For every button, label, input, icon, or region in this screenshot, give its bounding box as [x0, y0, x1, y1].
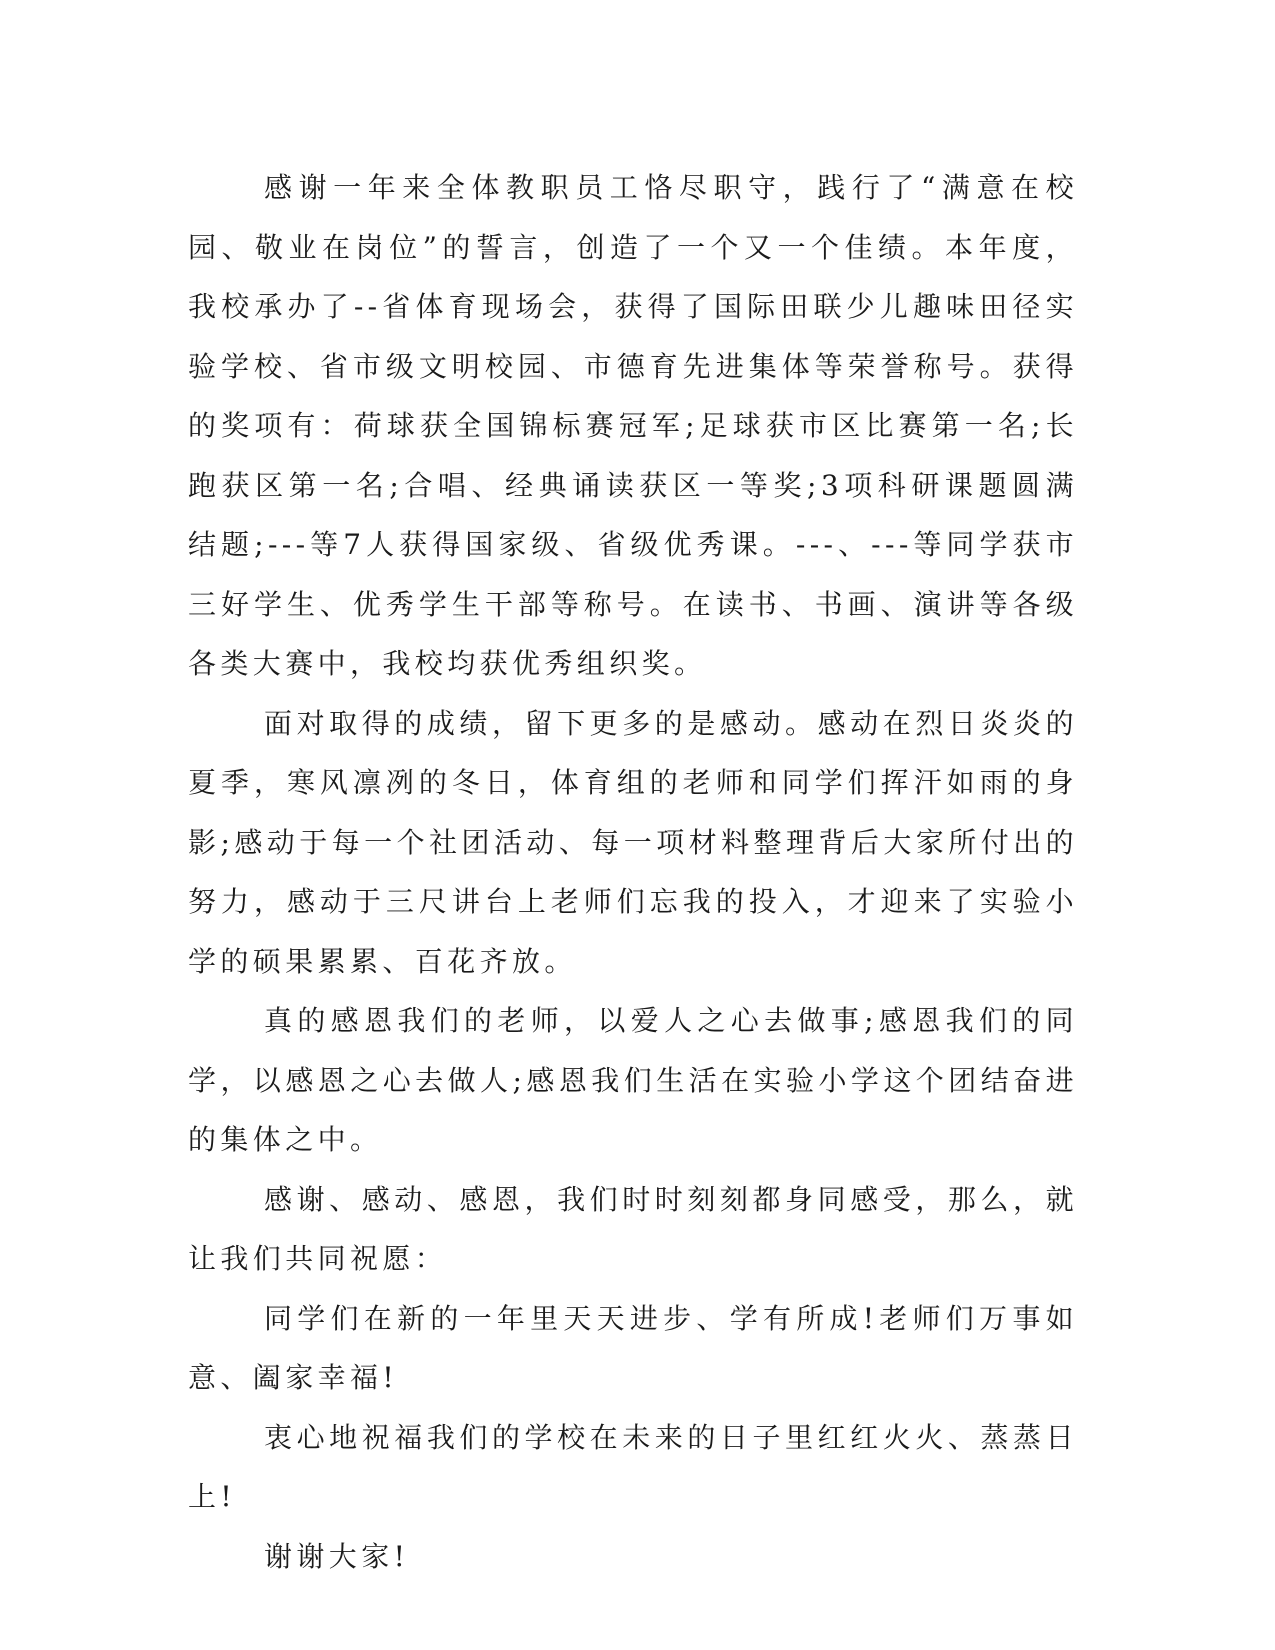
paragraph-wishes: 同学们在新的一年里天天进步、学有所成!老师们万事如意、阖家幸福!	[188, 1301, 1078, 1394]
paragraph-school-blessing: 衷心地祝福我们的学校在未来的日子里红红火火、蒸蒸日上!	[188, 1420, 1078, 1513]
document-body	[188, 158, 1078, 1586]
paragraph-moved: 面对取得的成绩，留下更多的是感动。感动在烈日炎炎的夏季，寒风凛冽的冬日，体育组的老师和同学们挥汗如雨的身影;感动于每一个社团活动、每一项材料整理背后大家所付出的努力，感动于三尺讲台上老师们忘我的投入，才迎来了实验小学的硕果累累、百花齐放。	[188, 706, 1078, 978]
paragraph-achievements: 感谢一年来全体教职员工恪尽职守，践行了“满意在校园、敬业在岗位”的誓言，创造了一个又一个佳绩。本年度，我校承办了--省体育现场会，获得了国际田联少儿趣味田径实验学校、省市级文明校园、市德育先进集体等荣誉称号。获得的奖项有：荷球获全国锦标赛冠军;足球获市区比赛第一名;长跑获区第一名;合唱、经典诵读获区一等奖;3项科研课题圆满结题;---等7人获得国家级、省级优秀课。---、---等同学获市三好学生、优秀学生干部等称号。在读书、书画、演讲等各级各类大赛中，我校均获优秀组织奖。	[188, 171, 1078, 680]
paragraph-wishes-intro: 感谢、感动、感恩，我们时时刻刻都身同感受，那么，就让我们共同祝愿：	[188, 1182, 1078, 1275]
paragraph-thanks: 谢谢大家!	[264, 1539, 410, 1573]
paragraph-gratitude: 真的感恩我们的老师，以爱人之心去做事;感恩我们的同学，以感恩之心去做人;感恩我们生活在实验小学这个团结奋进的集体之中。	[188, 1004, 1078, 1156]
